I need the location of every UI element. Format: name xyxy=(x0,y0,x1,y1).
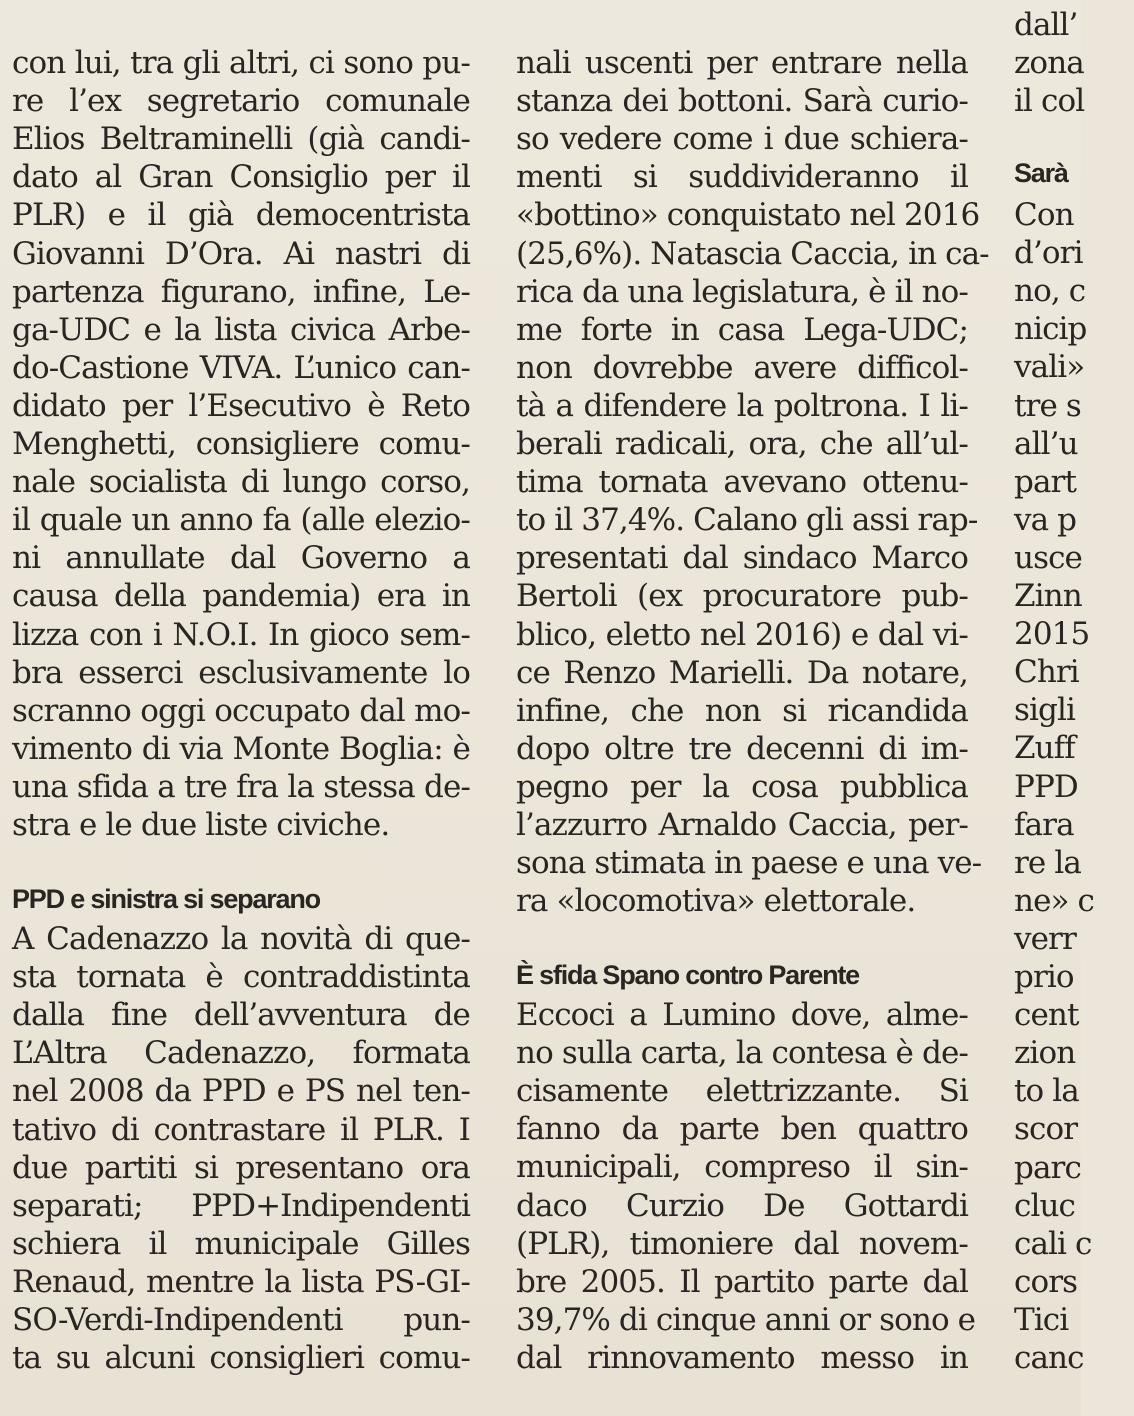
text-line: so vedere come i due schiera- xyxy=(516,121,968,158)
text-line: Giovanni D’Ora. Ai nastri di xyxy=(12,235,470,272)
text-line: SO-Verdi-Indipendenti pun- xyxy=(12,1302,470,1338)
text-line: cisamente elettrizzante. Si xyxy=(516,1073,968,1110)
text-line: (25,6%). Natascia Caccia, in ca- xyxy=(516,235,989,272)
text-line: Zuff xyxy=(1014,730,1075,767)
text-line: infine, che non si ricandida xyxy=(516,692,968,729)
text-line: d’ori xyxy=(1014,235,1083,272)
text-line: tre s xyxy=(1014,387,1081,424)
text-line: dalla fine dell’avventura de xyxy=(12,997,470,1034)
right-subheading: Sarà xyxy=(1014,158,1068,188)
text-line: me forte in casa Lega-UDC; xyxy=(516,311,968,348)
text-line: daco Curzio De Gottardi xyxy=(516,1187,968,1224)
text-line: re l’ex segretario comunale xyxy=(12,83,470,120)
text-line: Con xyxy=(1014,197,1074,233)
text-line: nali uscenti per entrare nella xyxy=(516,45,968,81)
text-line: Zinn xyxy=(1014,578,1082,614)
text-line: berali radicali, ora, che all’ul- xyxy=(516,426,968,462)
text-line: verr xyxy=(1014,920,1076,957)
text-line: no, c xyxy=(1014,273,1086,310)
text-line: menti si suddivideranno il xyxy=(516,159,968,196)
text-line: sigli xyxy=(1014,692,1075,729)
text-line: partenza figurano, infine, Le- xyxy=(12,273,470,310)
text-line: bre 2005. Il partito parte dal xyxy=(516,1263,968,1300)
text-line: Chri xyxy=(1014,654,1079,691)
text-line: dal rinnovamento messo in xyxy=(516,1339,968,1376)
text-line: va p xyxy=(1014,501,1077,538)
text-line: PLR) e il già democentrista xyxy=(12,197,470,234)
text-line: cali c xyxy=(1014,1225,1092,1262)
text-line: PPD xyxy=(1014,768,1078,805)
text-line: causa della pandemia) era in xyxy=(12,578,470,615)
text-line: dopo oltre tre decenni di im- xyxy=(516,730,968,767)
text-line: usce xyxy=(1014,539,1082,576)
text-line: con lui, tra gli altri, ci sono pu- xyxy=(12,45,470,81)
text-line: Bertoli (ex procuratore pub- xyxy=(516,578,968,615)
text-line: vimento di via Monte Boglia: è xyxy=(12,730,470,767)
text-line: una sfida a tre fra la stessa de- xyxy=(12,768,470,805)
text-line: Elios Beltraminelli (già candi- xyxy=(12,121,470,158)
text-line: due partiti si presentano ora xyxy=(12,1149,470,1186)
text-line: L’Altra Cadenazzo, formata xyxy=(12,1035,470,1072)
text-line: all’u xyxy=(1014,425,1078,462)
text-line: Menghetti, consigliere comu- xyxy=(12,426,470,462)
text-line: ga-UDC e la lista civica Arbe- xyxy=(12,311,470,348)
text-line: sta tornata è contraddistinta xyxy=(12,959,470,996)
text-line: sona stimata in paese e una ve- xyxy=(516,845,982,882)
text-line: ra «locomotiva» elettorale. xyxy=(516,883,916,920)
text-line: nel 2008 da PPD e PS nel ten- xyxy=(12,1073,470,1110)
text-line: prio xyxy=(1014,959,1074,995)
text-line: fanno da parte ben quattro xyxy=(516,1111,968,1148)
text-line: A Cadenazzo la novità di que- xyxy=(12,921,470,957)
text-line: stanza dei bottoni. Sarà curio- xyxy=(516,83,968,120)
text-line: rica da una legislatura, è il no- xyxy=(516,273,968,310)
text-line: scranno oggi occupato dal mo- xyxy=(12,692,470,729)
text-line: tativo di contrastare il PLR. I xyxy=(12,1111,470,1148)
text-line: separati; PPD+Indipendenti xyxy=(12,1187,470,1224)
text-line: l’azzurro Arnaldo Caccia, per- xyxy=(516,807,968,843)
text-line: zona xyxy=(1014,45,1084,82)
text-line: Renaud, mentre la lista PS-GI- xyxy=(12,1263,470,1300)
text-line: dato al Gran Consiglio per il xyxy=(12,159,470,196)
text-line: cors xyxy=(1014,1263,1078,1300)
text-line: blico, eletto nel 2016) e dal vi- xyxy=(516,616,968,653)
text-line: ni annullate dal Governo a xyxy=(12,540,470,577)
text-line: cluc xyxy=(1014,1187,1076,1224)
text-line: ce Renzo Marielli. Da notare, xyxy=(516,654,968,691)
text-line: do-Castione VIVA. L’unico can- xyxy=(12,349,470,386)
text-line: nicip xyxy=(1014,311,1087,348)
text-line: il col xyxy=(1014,83,1085,120)
text-line: canc xyxy=(1014,1340,1084,1376)
text-line: schiera il municipale Gilles xyxy=(12,1225,470,1262)
text-line: non dovrebbe avere difficol- xyxy=(516,349,968,386)
text-line: tima tornata avevano ottenu- xyxy=(516,464,968,501)
text-line: presentati dal sindaco Marco xyxy=(516,540,968,577)
text-line: municipali, compreso il sin- xyxy=(516,1149,968,1186)
text-line: no sulla carta, la contesa è de- xyxy=(516,1035,968,1072)
text-line: Tici xyxy=(1014,1301,1069,1338)
text-line: nale socialista di lungo corso, xyxy=(12,464,470,501)
text-line: re la xyxy=(1014,844,1081,881)
text-line: ne» c xyxy=(1014,882,1094,919)
text-line: parc xyxy=(1014,1149,1081,1186)
text-line: fara xyxy=(1014,806,1074,843)
text-line: scor xyxy=(1014,1111,1078,1148)
text-line: vali» xyxy=(1014,349,1085,386)
middle-subheading: È sfida Spano contro Parente xyxy=(516,960,859,990)
text-line: «bottino» conquistato nel 2016 xyxy=(516,197,980,234)
text-line: stra e le due liste civiche. xyxy=(12,807,390,843)
text-line: ta su alcuni consiglieri comu- xyxy=(12,1340,470,1377)
text-line: 2015 xyxy=(1014,616,1090,653)
text-line: tà a difendere la poltrona. I li- xyxy=(516,387,968,424)
left-subheading: PPD e sinistra si separano xyxy=(12,884,320,914)
text-line: to il 37,4%. Calano gli assi rap- xyxy=(516,502,978,539)
text-line: dall’ xyxy=(1014,7,1078,43)
text-line: cent xyxy=(1014,997,1079,1034)
text-line: (PLR), timoniere dal novem- xyxy=(516,1225,968,1262)
text-line: lizza con i N.O.I. In gioco sem- xyxy=(12,616,470,653)
text-line: il quale un anno fa (alle elezio- xyxy=(12,502,470,539)
text-line: bra esserci esclusivamente lo xyxy=(12,654,470,691)
text-line: to la xyxy=(1014,1073,1079,1110)
text-line: zion xyxy=(1014,1035,1076,1072)
text-line: 39,7% di cinque anni or sono e xyxy=(516,1301,976,1338)
text-line: pegno per la cosa pubblica xyxy=(516,768,968,805)
text-line: part xyxy=(1014,463,1077,500)
text-line: Eccoci a Lumino dove, alme- xyxy=(516,997,968,1033)
text-line: didato per l’Esecutivo è Reto xyxy=(12,387,470,424)
